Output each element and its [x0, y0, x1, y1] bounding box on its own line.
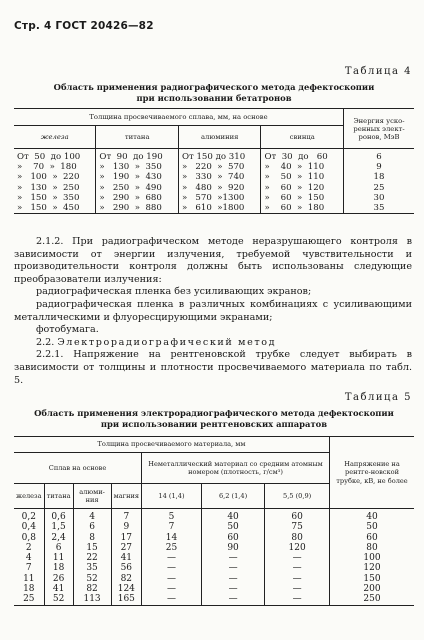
table4-row: [14, 193, 414, 203]
table5-cell: 2,4: [44, 533, 73, 543]
table5-row: [14, 543, 414, 553]
table4-group-header: Толщина просвечиваемого сплава, мм, на основе: [14, 109, 344, 126]
table5-title-line2: при использовании рентгеновских аппаратов: [100, 419, 328, 429]
table5-group-header: Толщина просвечиваемого материала, мм: [14, 437, 330, 453]
table5-cell: 18: [14, 584, 44, 594]
table5-cell: —: [142, 574, 202, 584]
table4-cell-ti: » 250 » 490: [96, 183, 179, 193]
table5-cell: 15: [73, 543, 111, 553]
table5-cell: 8: [73, 533, 111, 543]
table5-row: [14, 553, 414, 563]
table5-cell: —: [201, 594, 264, 605]
table5-cell: 120: [265, 543, 330, 553]
table4-cell-pb: » 50 » 110: [264, 172, 325, 183]
table4-cell-fe: » 70 » 180: [14, 162, 96, 172]
body-text: [14, 236, 412, 387]
table5-row: [14, 563, 414, 573]
table5-cell: 60: [366, 532, 378, 543]
table5-cell: 50: [366, 522, 378, 533]
table4-cell-e: 30: [344, 193, 415, 203]
table5-cell: 14: [142, 533, 202, 543]
table4-cell-fe: » 130 » 250: [14, 183, 96, 193]
table4-cell-al: От 150 до 310: [178, 149, 261, 163]
table5-cell: 80: [366, 542, 378, 553]
table5-cell: 250: [363, 594, 381, 605]
table4-cell-ti: От 90 до 190: [96, 149, 179, 163]
table4-cell-e: 6: [344, 149, 415, 163]
table5-cell: 150: [363, 573, 381, 584]
table4-cell-fe: » 150 » 450: [14, 203, 96, 214]
table5-cell: —: [265, 563, 330, 573]
table4-cell-ti: » 190 » 430: [96, 172, 179, 182]
table5-cell: 0,4: [14, 522, 44, 532]
table5-cell: 6: [73, 522, 111, 532]
table4-energy-header: Энергия уско-ренных элект-ронов, МэВ: [344, 109, 415, 149]
table5-cell: 1,5: [44, 522, 73, 532]
table5-cell: 60: [265, 509, 330, 523]
table5-cell: 40: [366, 512, 378, 522]
table5-cell: 2: [14, 543, 44, 553]
table4-cell-e: 9: [344, 162, 415, 172]
table4-row: [14, 149, 414, 163]
table4-cell-al: » 480 » 920: [178, 183, 261, 193]
table5-title: [14, 408, 414, 430]
table4-cell-pb: » 60 » 150: [264, 192, 325, 203]
table5-cell: 0,8: [14, 533, 44, 543]
table5-cell: 7: [111, 509, 141, 523]
table5-cell: 18: [44, 563, 73, 573]
table4-cell-pb: » 60 » 120: [264, 182, 325, 193]
section-2-2-title: Электрорадиографический метод: [57, 336, 277, 348]
table4-cell-al: » 330 » 740: [178, 172, 261, 182]
table4-col-pb: свинца: [289, 133, 315, 141]
table5-cell: —: [142, 594, 202, 605]
table5-col-mg: магния: [111, 484, 141, 509]
table4-title-line2: при использовании бетатронов: [136, 93, 292, 103]
table5-col-fe: железа: [14, 484, 44, 509]
table5-body: [14, 509, 414, 606]
table5-cell: 52: [73, 574, 111, 584]
table5-cell: 35: [73, 563, 111, 573]
table5-cell: 0,2: [14, 509, 44, 523]
table5-alloy-header: Сплав на основе: [14, 453, 142, 484]
table4-row: [14, 162, 414, 172]
table5-cell: 27: [111, 543, 141, 553]
table5-label: Таблица 5: [344, 392, 412, 403]
table5-cell: 113: [73, 594, 111, 605]
table5-cell: 22: [73, 553, 111, 563]
table5-cell: 26: [44, 574, 73, 584]
table5-cell: 41: [44, 584, 73, 594]
table5-cell: 11: [44, 553, 73, 563]
table5-cell: 120: [363, 563, 381, 574]
table5-nonmetal-header: Неметаллический материал со средним атомным номером (плотность, г/см³): [142, 453, 330, 484]
paragraph-2-1-2: 2.1.2. При радиографическом методе неразрушающего контроля в зависимости от энергии излучения, требуемой чувствительности и производительности контроля должны быть использованы следующие преобразователи излучения:: [14, 236, 412, 285]
paragraph-photopaper: фотобумага.: [36, 324, 99, 336]
table5-row: [14, 574, 414, 584]
paragraph-2-2-1: 2.2.1. Напряжение на рентгеновской трубке следует выбирать в зависимости от толщины и плотности просвечиваемого материала по табл. 5.: [14, 349, 412, 386]
table4-title-line1: Область применения радиографического метода дефектоскопии: [53, 82, 375, 92]
table5-cell: 82: [73, 584, 111, 594]
page-header: Стр. 4 ГОСТ 20426—82: [14, 20, 154, 32]
table4-row: [14, 203, 414, 214]
table5-cell: —: [201, 553, 264, 563]
table5-cell: —: [142, 553, 202, 563]
table5-row: [14, 509, 414, 523]
table4-cell-al: » 570 »1300: [178, 193, 261, 203]
table5-cell: 80: [265, 533, 330, 543]
table5-cell: 75: [265, 522, 330, 532]
table4-col-al: алюминия: [178, 126, 261, 149]
table4-col-fe: железа: [14, 126, 96, 149]
table4-cell-pb: » 60 » 180: [264, 203, 325, 214]
table5-voltage-header: Напряжение на рентге-новской трубке, кВ, не более: [330, 437, 415, 509]
table5-cell: 11: [14, 574, 44, 584]
table5-cell: 4: [14, 553, 44, 563]
table5-cell: 0,6: [44, 509, 73, 523]
table4-body: [14, 149, 414, 214]
table5-cell: —: [265, 584, 330, 594]
table4: [14, 108, 414, 214]
table5-cell: —: [201, 584, 264, 594]
table4-cell-fe: » 150 » 350: [14, 193, 96, 203]
table5: [14, 436, 414, 606]
table5-cell: 56: [111, 563, 141, 573]
table4-cell-pb: » 40 » 110: [264, 162, 325, 173]
table5-cell: 50: [201, 522, 264, 532]
table4-title: [14, 82, 414, 104]
paragraph-film-with-screens: радиографическая пленка в различных комбинациях с усиливающими металлическими и флуоресцирующими экранами;: [14, 298, 412, 323]
table5-cell: —: [142, 563, 202, 573]
table5-cell: 165: [111, 594, 141, 605]
table5-cell: —: [142, 584, 202, 594]
table5-cell: 7: [14, 563, 44, 573]
table4-row: [14, 172, 414, 182]
table5-cell: 7: [142, 522, 202, 532]
table5-cell: 4: [73, 509, 111, 523]
paragraph-film-no-screens: радиографическая пленка без усиливающих экранов;: [36, 286, 312, 298]
table4-cell-ti: » 290 » 680: [96, 193, 179, 203]
table4-cell-pb: От 30 до 60: [264, 152, 328, 162]
section-2-2-heading: [14, 337, 412, 350]
table5-cell: 60: [201, 533, 264, 543]
table5-cell: 41: [111, 553, 141, 563]
table5-row: [14, 522, 414, 532]
table4-cell-e: 35: [344, 203, 415, 214]
table5-cell: —: [265, 594, 330, 605]
table5-col-ti: титана: [44, 484, 73, 509]
table5-col-nm62: 6,2 (1,4): [201, 484, 264, 509]
table5-cell: 17: [111, 533, 141, 543]
table4-cell-ti: » 130 » 350: [96, 162, 179, 172]
table5-cell: —: [201, 574, 264, 584]
table5-cell: —: [265, 574, 330, 584]
section-2-2-number: 2.2.: [36, 336, 58, 348]
table4-cell-e: 25: [344, 183, 415, 193]
table4-cell-ti: » 290 » 880: [96, 203, 179, 214]
table5-cell: 100: [363, 553, 381, 564]
table4-row: [14, 183, 414, 193]
table5-cell: 52: [44, 594, 73, 605]
table4-col-ti: титана: [96, 126, 179, 149]
table5-col-nm14: 14 (1,4): [142, 484, 202, 509]
table4-cell-al: » 610 »1800: [178, 203, 261, 214]
table5-title-line1: Область применения электрорадиографического метода дефектоскопии: [34, 408, 394, 418]
table4-cell-fe: » 100 » 220: [14, 172, 96, 182]
table5-cell: —: [201, 563, 264, 573]
table5-col-nm55: 5,5 (0,9): [283, 491, 312, 500]
table5-row: [14, 533, 414, 543]
table5-row: [14, 584, 414, 594]
table5-cell: 82: [111, 574, 141, 584]
table5-cell: 90: [201, 543, 264, 553]
table4-cell-al: » 220 » 570: [178, 162, 261, 172]
table5-row: [14, 594, 414, 605]
table5-cell: 9: [111, 522, 141, 532]
table4-label: Таблица 4: [344, 66, 412, 77]
table5-col-al: алюми-ния: [73, 484, 111, 509]
table5-cell: 200: [363, 584, 381, 595]
table5-cell: —: [265, 553, 330, 563]
table5-cell: 124: [111, 584, 141, 594]
table4-cell-e: 18: [344, 172, 415, 182]
table5-cell: 25: [14, 594, 44, 605]
table5-cell: 5: [142, 509, 202, 523]
table5-cell: 25: [142, 543, 202, 553]
table5-cell: 6: [44, 543, 73, 553]
table5-cell: 40: [201, 509, 264, 523]
table4-cell-fe: От 50 до 100: [14, 149, 96, 163]
